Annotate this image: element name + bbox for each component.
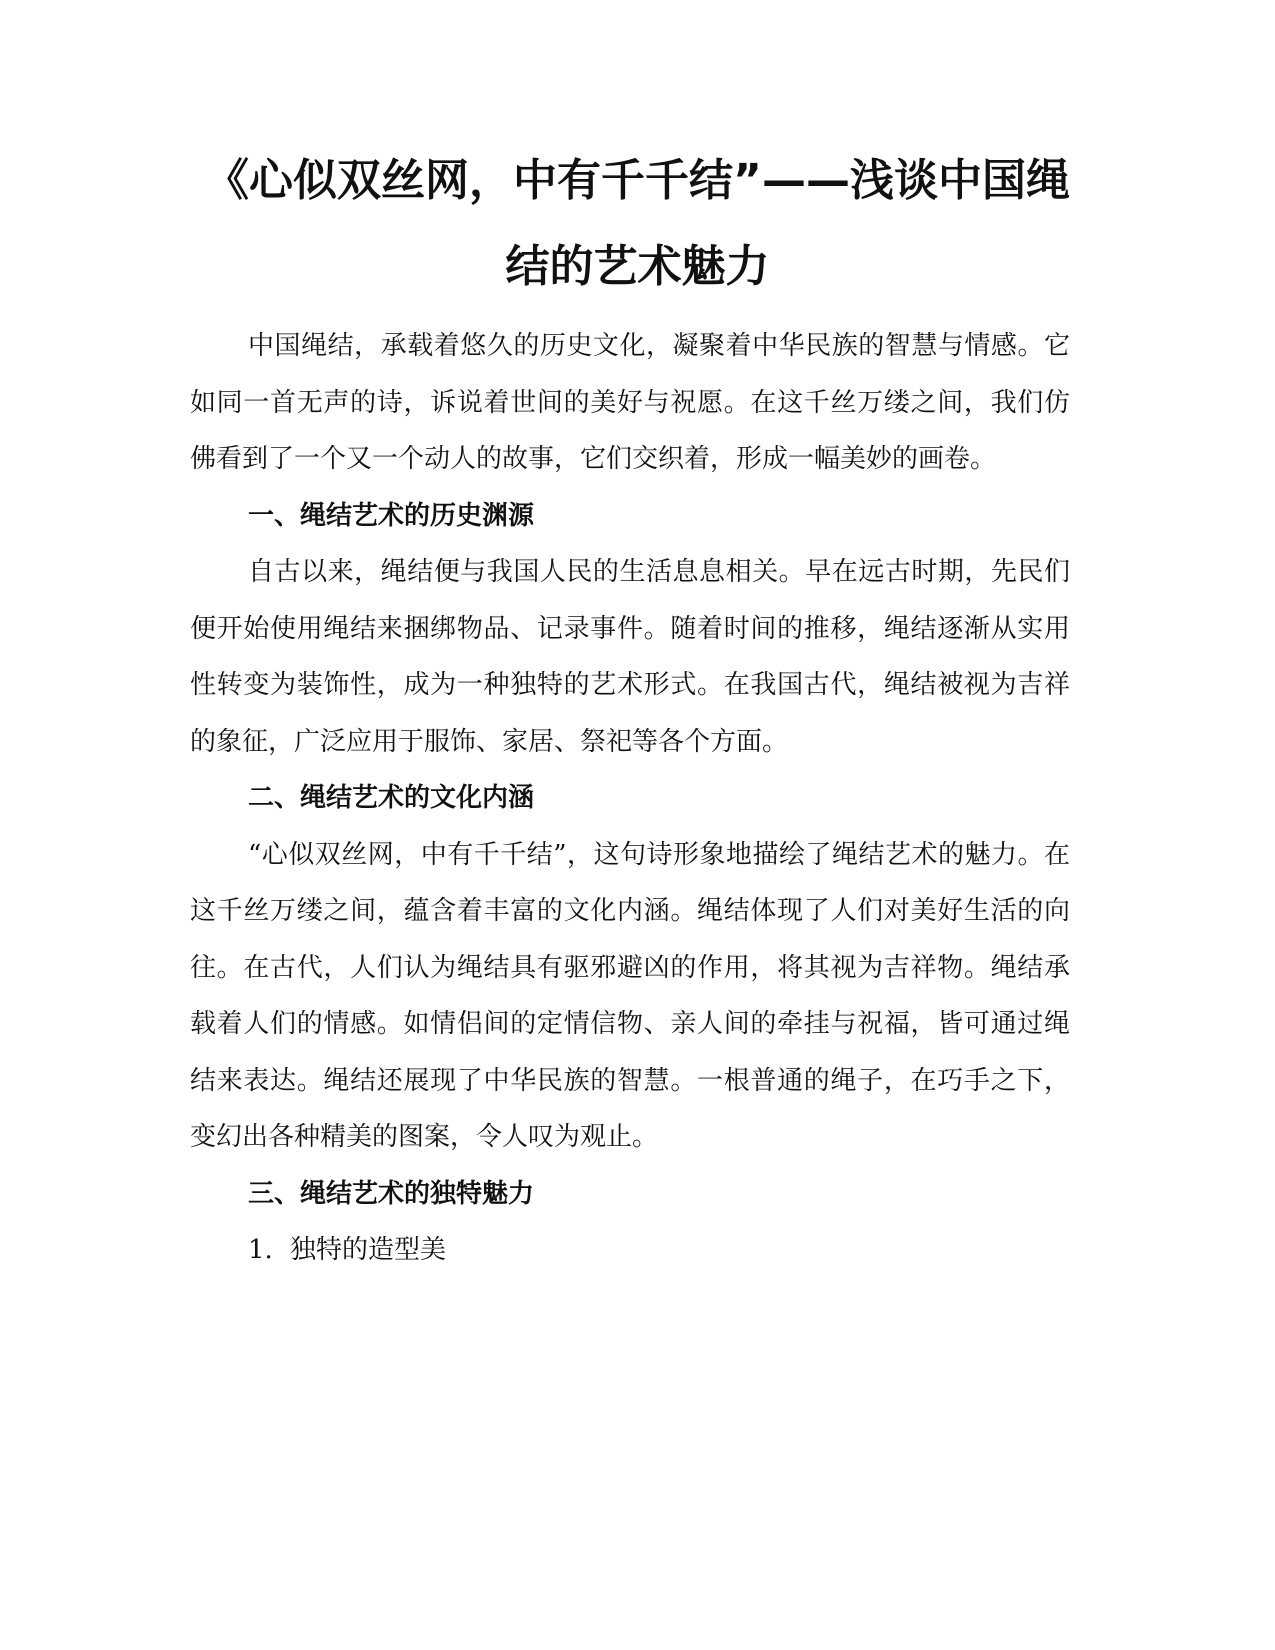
- section-heading-history: 一、绳结艺术的历史渊源: [248, 500, 535, 531]
- document-title: [170, 138, 1105, 310]
- intro-paragraph: 中国绳结，承载着悠久的历史文化，凝聚着中华民族的智慧与情感。它如同一首无声的诗，诉说着世间的美好与祝愿。在这千丝万缕之间，我们仿佛看到了一个又一个动人的故事，它们交织着，形成一幅美妙的画卷。: [190, 331, 1070, 474]
- list-item-number: 1.: [248, 1235, 273, 1265]
- document-body: [190, 318, 1070, 1279]
- title-line-1: 《心似双丝网，中有千千结”——浅谈中国绳: [205, 155, 1070, 206]
- section-heading-culture: 二、绳结艺术的文化内涵: [248, 783, 535, 813]
- list-item-text: 独特的造型美: [290, 1235, 447, 1265]
- list-item: [190, 1222, 1070, 1279]
- section-heading-charm: 三、绳结艺术的独特魅力: [248, 1178, 535, 1209]
- title-line-2: 结的艺术魅力: [505, 241, 770, 292]
- section-body-history: 自古以来，绳结便与我国人民的生活息息相关。早在远古时期，先民们便开始使用绳结来捆绑物品、记录事件。随着时间的推移，绳结逐渐从实用性转变为装饰性，成为一种独特的艺术形式。在我国古代，绳结被视为吉祥的象征，广泛应用于服饰、家居、祭祀等各个方面。: [190, 557, 1070, 757]
- section-body-culture: “心似双丝网，中有千千结”，这句诗形象地描绘了绳结艺术的魅力。在这千丝万缕之间，蕴含着丰富的文化内涵。绳结体现了人们对美好生活的向往。在古代，人们认为绳结具有驱邪避凶的作用，将其视为吉祥物。绳结承载着人们的情感。如情侣间的定情信物、亲人间的牵挂与祝福，皆可通过绳结来表达。绳结还展现了中华民族的智慧。一根普通的绳子，在巧手之下，变幻出各种精美的图案，令人叹为观止。: [190, 839, 1070, 1152]
